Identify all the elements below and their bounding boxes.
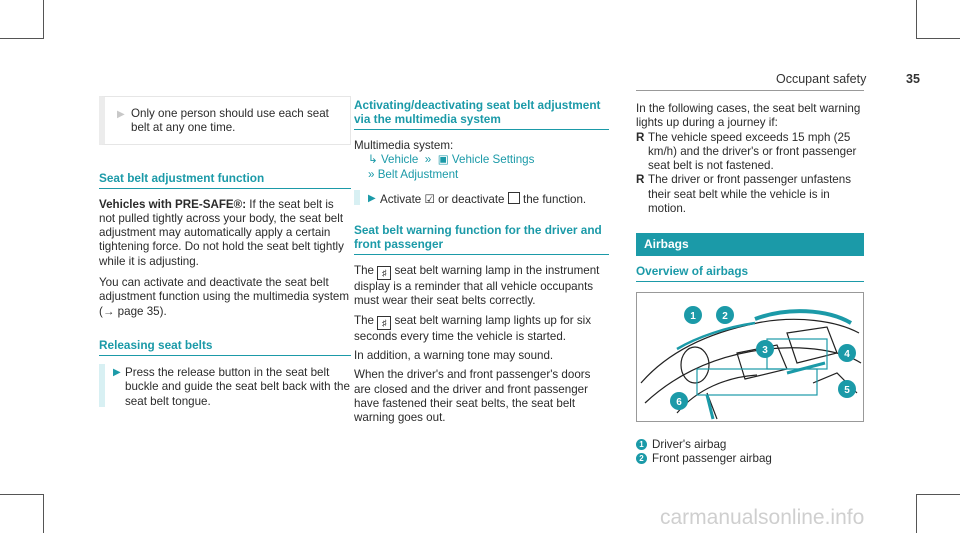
checkbox-empty-icon bbox=[508, 192, 520, 204]
caption-item bbox=[636, 452, 864, 466]
callout-2: 2 bbox=[722, 310, 728, 322]
callout-6: 6 bbox=[676, 396, 682, 408]
nav-belt-adjustment: Belt Adjustment bbox=[377, 167, 459, 181]
car-interior-drawing bbox=[637, 293, 863, 421]
crop-mark bbox=[0, 494, 44, 495]
step-text-a: Activate bbox=[380, 192, 422, 206]
paragraph: In addition, a warning tone may sound. bbox=[354, 349, 554, 363]
bullet-item bbox=[636, 173, 864, 216]
lead-text: Vehicles with PRE-SAFE®: bbox=[99, 197, 247, 211]
multimedia-label: Multimedia system: bbox=[354, 139, 454, 152]
caption-number: 1 bbox=[636, 439, 647, 450]
crop-mark bbox=[0, 38, 44, 39]
step-bar bbox=[354, 190, 360, 205]
triangle-icon: ▶ bbox=[117, 109, 125, 120]
triangle-icon: ▶ bbox=[113, 366, 121, 378]
step-text-b: or deactivate bbox=[438, 192, 505, 206]
paragraph: You can activate and deactivate the seat belt adjustment function using the multimedia system (→ page 35). bbox=[99, 276, 350, 318]
crop-mark bbox=[916, 494, 960, 495]
crop-mark bbox=[916, 494, 917, 533]
text: The bbox=[354, 264, 374, 278]
crop-mark bbox=[916, 38, 960, 39]
note-box bbox=[99, 96, 351, 145]
heading-seat-belt-warning: Seat belt warning function for the driver and front passenger bbox=[354, 223, 609, 255]
text: seat belt warning lamp in the instrument display is a reminder that all vehicle occupants must wear their seat belts correctly. bbox=[354, 264, 600, 308]
instruction-step bbox=[354, 192, 609, 207]
section-heading-airbags: Airbags bbox=[636, 233, 864, 255]
paragraph bbox=[354, 314, 609, 344]
column-3 bbox=[636, 102, 864, 466]
nav-path-line-1 bbox=[354, 153, 609, 167]
crop-mark bbox=[916, 0, 917, 39]
caption-text: Driver's airbag bbox=[652, 437, 727, 451]
nav-path-line-2 bbox=[354, 168, 609, 182]
column-1 bbox=[99, 96, 351, 409]
note-text: Only one person should use each seat belt at any one time. bbox=[131, 107, 329, 135]
callout-4: 4 bbox=[844, 348, 850, 360]
paragraph bbox=[354, 264, 609, 309]
paragraph bbox=[99, 198, 351, 269]
heading-seat-belt-adjustment: Seat belt adjustment function bbox=[99, 171, 351, 189]
page-header bbox=[776, 72, 938, 86]
bullet-text: The vehicle speed exceeds 15 mph (25 km/h) and the driver's or front passenger seat belt is not fastened. bbox=[648, 130, 857, 173]
double-chevron-icon: » bbox=[421, 153, 435, 167]
airbag-illustration bbox=[636, 292, 864, 422]
bullet-text: The driver or front passenger unfastens their seat belt while the vehicle is in motion. bbox=[648, 173, 851, 216]
crop-mark bbox=[43, 494, 44, 533]
nav-vehicle: Vehicle bbox=[380, 153, 419, 167]
bullet-item bbox=[636, 131, 864, 174]
triangle-icon: ▶ bbox=[368, 192, 376, 204]
section-title: Occupant safety bbox=[776, 72, 867, 86]
settings-icon: ▣ bbox=[437, 153, 449, 167]
callout-5: 5 bbox=[844, 384, 850, 396]
callout-3: 3 bbox=[762, 344, 768, 356]
header-rule bbox=[636, 90, 864, 91]
heading-activating-adjustment: Activating/deactivating seat belt adjustment via the multimedia system bbox=[354, 98, 609, 130]
heading-overview-of-airbags: Overview of airbags bbox=[636, 264, 864, 282]
step-text-c: the function. bbox=[522, 192, 587, 206]
caption-text: Front passenger airbag bbox=[652, 451, 772, 465]
body-text: If the seat belt is not pulled tightly across your body, the seat belt adjustment may automatically apply a certain tightening force. Do not hold the seat belt tightly while it is adjusting. bbox=[99, 197, 344, 268]
intro-text: In the following cases, the seat belt warning lights up during a journey if: bbox=[636, 102, 861, 130]
step-bar bbox=[99, 364, 105, 407]
paragraph: When the driver's and front passenger's doors are closed and the driver and front passenger have fastened their seat belts, the seat belt warning goes out. bbox=[354, 368, 591, 425]
checkbox-checked-icon: ☑ bbox=[424, 192, 435, 206]
crop-mark bbox=[43, 0, 44, 39]
nav-vehicle-settings: Vehicle Settings bbox=[451, 153, 535, 167]
heading-releasing-seat-belts: Releasing seat belts bbox=[99, 338, 351, 356]
double-chevron-icon: » bbox=[368, 167, 375, 181]
seat-belt-warning-icon: ♯ bbox=[377, 316, 391, 330]
text: seat belt warning lamp lights up for six seconds every time the vehicle is started. bbox=[354, 313, 591, 343]
column-2 bbox=[354, 98, 609, 426]
instruction-step bbox=[99, 366, 351, 409]
callout-1: 1 bbox=[690, 310, 696, 322]
step-text: Press the release button in the seat belt buckle and guide the seat belt back with the seat belt tongue. bbox=[125, 365, 350, 408]
step-text bbox=[380, 192, 609, 207]
seat-belt-warning-icon: ♯ bbox=[377, 266, 391, 280]
bullet-marker: R bbox=[636, 173, 645, 187]
watermark: carmanualsonline.info bbox=[660, 506, 865, 529]
bullet-marker: R bbox=[636, 130, 645, 144]
text: The bbox=[354, 313, 374, 327]
arrow-right-icon: ↳ bbox=[368, 153, 378, 167]
page-number: 35 bbox=[906, 72, 920, 86]
caption-item bbox=[636, 438, 864, 452]
caption-number: 2 bbox=[636, 453, 647, 464]
